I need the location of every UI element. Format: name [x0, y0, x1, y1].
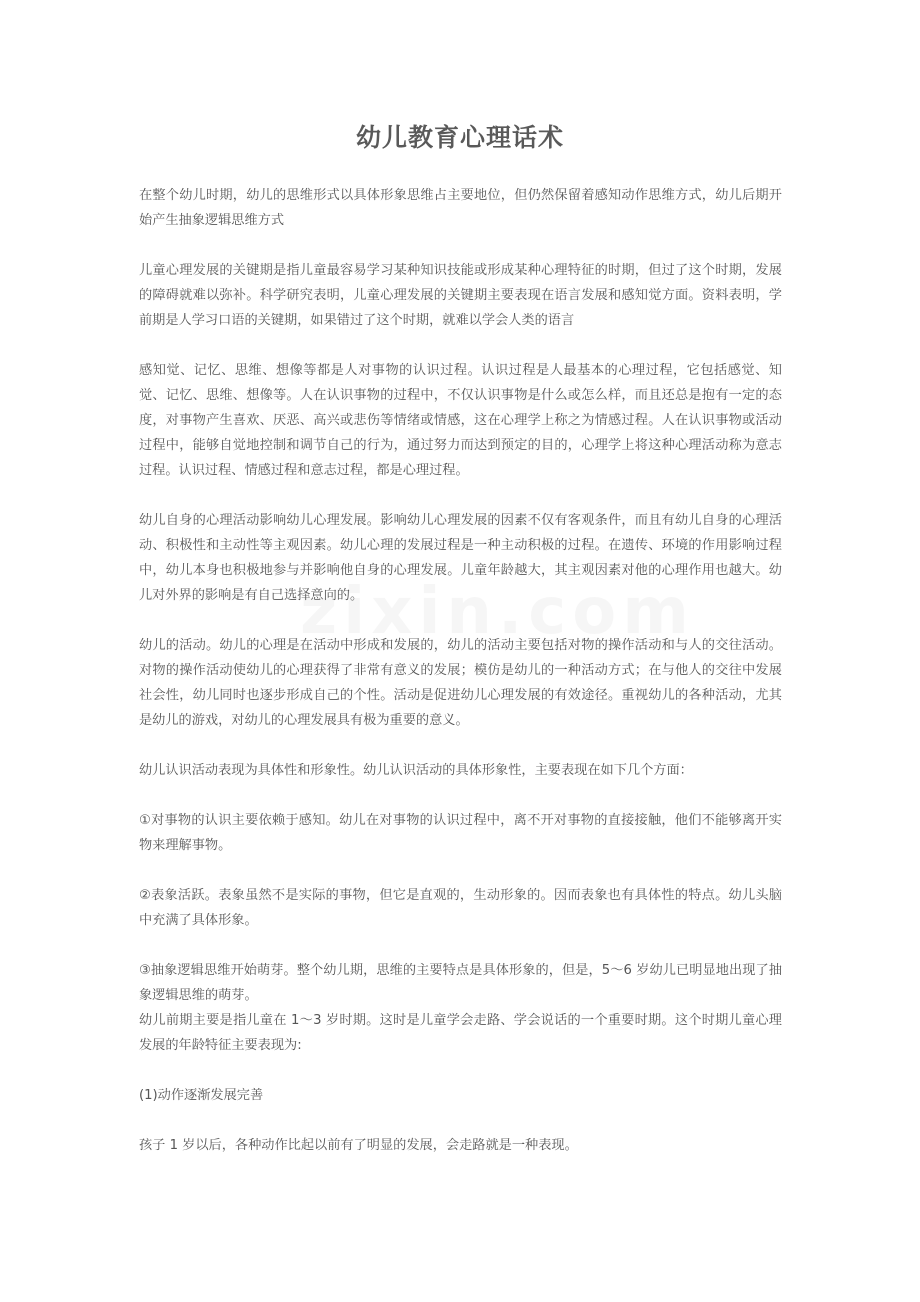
document-body — [139, 183, 782, 1183]
paragraph-heading-motor: (1)动作逐渐发展完善 — [139, 1088, 264, 1103]
paragraph-motor-development: 孩子 1 岁以后，各种动作比起以前有了明显的发展，会走路就是一种表现。 — [139, 1138, 578, 1153]
paragraph-cognitive-process: 感知觉、记忆、思维、想像等都是人对事物的认识过程。认识过程是人最基本的心理过程，它包括感觉、知觉、记忆、思维、想像等。人在认识事物的过程中，不仅认识事物是什么或怎么样，而且还总是抱有一定的态度，对事物产生喜欢、厌恶、高兴或悲伤等情绪或情感，这在心理学上称之为情感过程。人在认识事物或活动过程中，能够自觉地控制和调节自己的行为，通过努力而达到预定的目的，心理学上将这种心理活动称为意志过程。认识过程、情感过程和意志过程，都是心理过程。 — [139, 363, 782, 478]
paragraph-point-1: ①对事物的认识主要依赖于感知。幼儿在对事物的认识过程中，离不开对事物的直接接触，他们不能够离开实物来理解事物。 — [139, 813, 782, 853]
paragraph-point-2: ②表象活跃。表象虽然不是实际的事物，但它是直观的，生动形象的。因而表象也有具体性的特点。幼儿头脑中充满了具体形象。 — [139, 888, 782, 928]
paragraph-thinking-forms: 在整个幼儿时期，幼儿的思维形式以具体形象思维占主要地位，但仍然保留着感知动作思维方式，幼儿后期开始产生抽象逻辑思维方式 — [139, 188, 782, 228]
paragraph-self-activity: 幼儿自身的心理活动影响幼儿心理发展。影响幼儿心理发展的因素不仅有客观条件，而且有幼儿自身的心理活动、积极性和主动性等主观因素。幼儿心理的发展过程是一种主动积极的过程。在遗传、环境的作用影响过程中，幼儿本身也积极地参与并影响他自身的心理发展。儿童年龄越大，其主观因素对他的心理作用也越大。幼儿对外界的影响是有自己选择意向的。 — [139, 513, 782, 603]
document-title: 幼儿教育心理话术 — [355, 123, 564, 152]
paragraph-critical-period: 儿童心理发展的关键期是指儿童最容易学习某种知识技能或形成某种心理特征的时期，但过了这个时期，发展的障碍就难以弥补。科学研究表明，儿童心理发展的关键期主要表现在语言发展和感知觉方面。资料表明，学前期是人学习口语的关键期，如果错过了这个时期，就难以学会人类的语言 — [139, 263, 782, 328]
paragraph-early-childhood: 幼儿前期主要是指儿童在 1～3 岁时期。这时是儿童学会走路、学会说话的一个重要时期。这个时期儿童心理发展的年龄特征主要表现为: — [139, 1013, 782, 1053]
paragraph-concreteness: 幼儿认识活动表现为具体性和形象性。幼儿认识活动的具体形象性，主要表现在如下几个方面： — [139, 763, 693, 778]
paragraph-point-3: ③抽象逻辑思维开始萌芽。整个幼儿期，思维的主要特点是具体形象的，但是，5～6 岁幼儿已明显地出现了抽象逻辑思维的萌芽。 — [139, 963, 782, 1003]
paragraph-activities: 幼儿的活动。幼儿的心理是在活动中形成和发展的，幼儿的活动主要包括对物的操作活动和与人的交往活动。对物的操作活动使幼儿的心理获得了非常有意义的发展；模仿是幼儿的一种活动方式；在与他人的交往中发展社会性，幼儿同时也逐步形成自己的个性。活动是促进幼儿心理发展的有效途径。重视幼儿的各种活动，尤其是幼儿的游戏，对幼儿的心理发展具有极为重要的意义。 — [139, 638, 782, 728]
